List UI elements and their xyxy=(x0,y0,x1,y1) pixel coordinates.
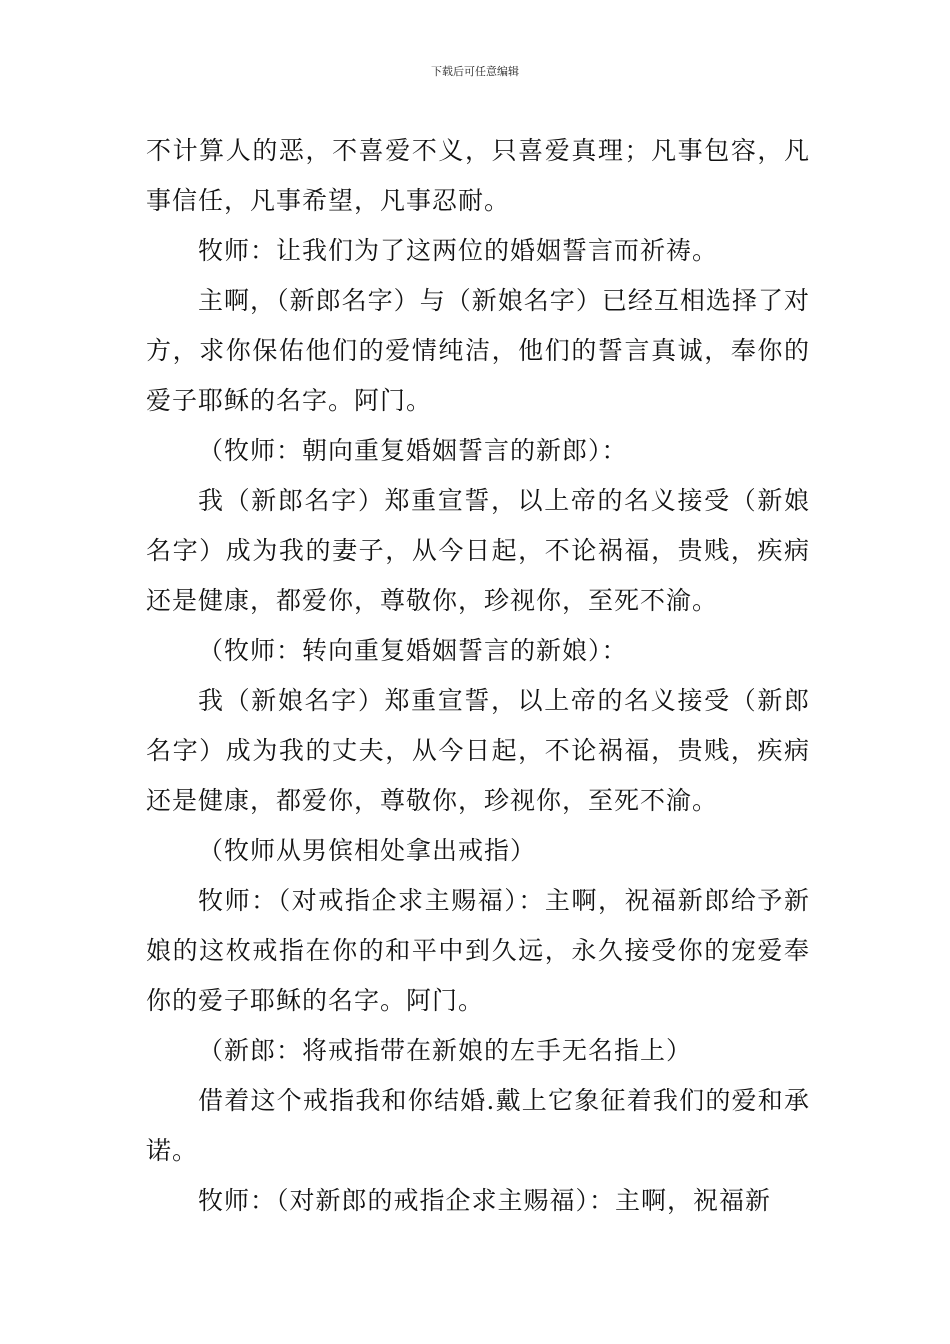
paragraph-ring-blessing: 牧师：（对戒指企求主赐福）：主啊，祝福新郎给予新娘的这枚戒指在你的和平中到久远，永久接受你的宠爱奉你的爱子耶稣的名字。阿门。 xyxy=(146,886,810,1015)
paragraph-groom-vow-cue: （牧师：朝向重复婚姻誓言的新郎）： xyxy=(198,436,628,465)
paragraph-groom-ring-cue: （新郎：将戒指带在新娘的左手无名指上） xyxy=(198,1036,693,1065)
paragraph-ring-cue: （牧师从男傧相处拿出戒指） xyxy=(198,836,537,865)
page-header: 下载后可任意编辑 xyxy=(431,65,519,78)
paragraph-groom-vow: 我（新郎名字）郑重宣誓，以上帝的名义接受（新娘名字）成为我的妻子，从今日起，不论祸福，贵贱，疾病还是健康，都爱你，尊敬你，珍视你，至死不渝。 xyxy=(146,486,810,615)
paragraph-continued: 不计算人的恶，不喜爱不义，只喜爱真理；凡事包容，凡事信任，凡事希望，凡事忍耐。 xyxy=(146,136,810,215)
paragraph-ring-vow: 借着这个戒指我和你结婚.戴上它象征着我们的爱和承诺。 xyxy=(146,1086,810,1165)
paragraph-groom-ring-blessing: 牧师：（对新郎的戒指企求主赐福）：主啊，祝福新 xyxy=(198,1186,772,1215)
paragraph-bride-vow: 我（新娘名字）郑重宣誓，以上帝的名义接受（新郎名字）成为我的丈夫，从今日起，不论祸福，贵贱，疾病还是健康，都爱你，尊敬你，珍视你，至死不渝。 xyxy=(146,686,810,815)
document-body xyxy=(146,126,810,1226)
paragraph-prayer: 主啊，（新郎名字）与（新娘名字）已经互相选择了对方，求你保佑他们的爱情纯洁，他们的誓言真诚，奉你的爱子耶稣的名字。阿门。 xyxy=(146,286,810,415)
paragraph-pastor-prayer-intro: 牧师：让我们为了这两位的婚姻誓言而祈祷。 xyxy=(198,236,719,265)
paragraph-bride-vow-cue: （牧师：转向重复婚姻誓言的新娘）： xyxy=(198,636,628,665)
